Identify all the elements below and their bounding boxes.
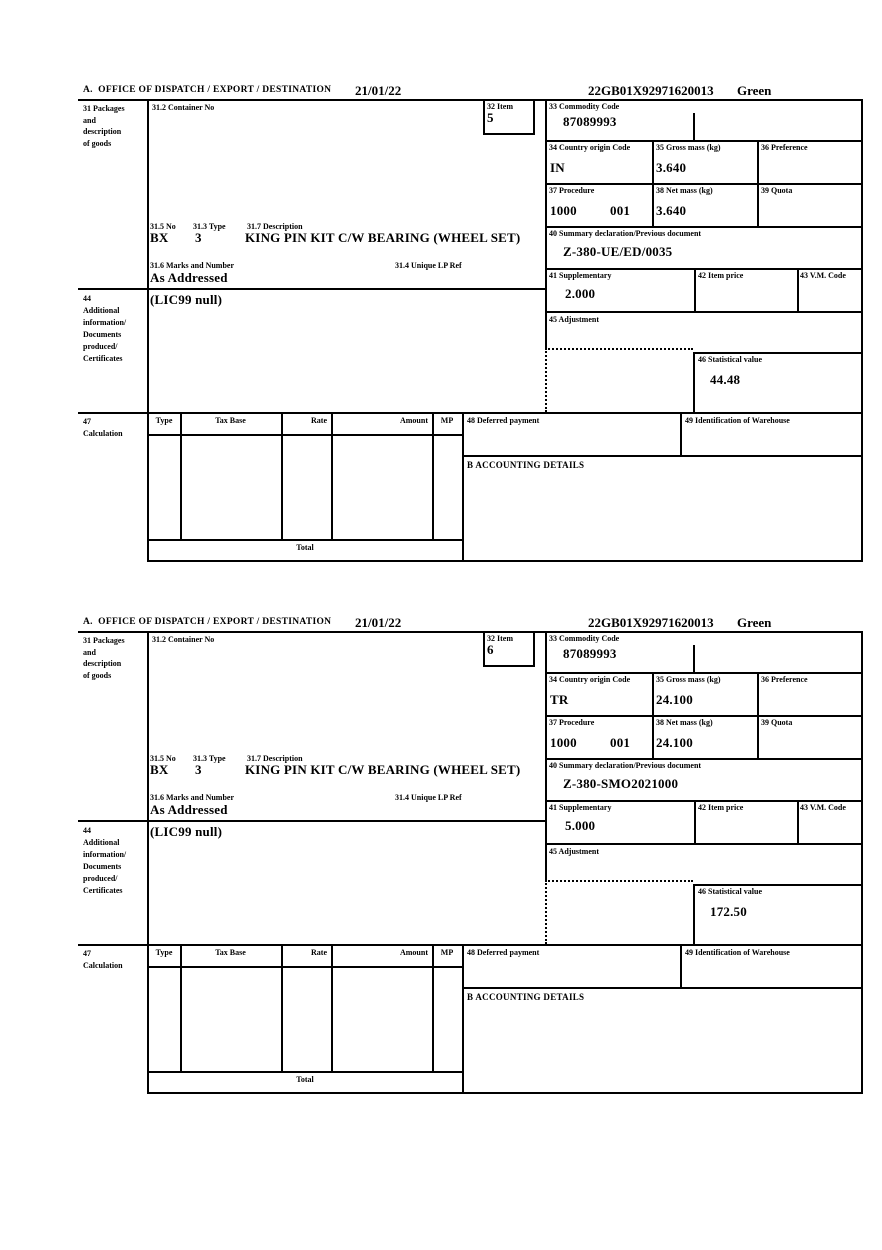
declaration-reference: 22GB01X92971620013 — [588, 615, 714, 630]
previous-document-value: Z-380-SMO2021000 — [563, 776, 679, 791]
declaration-item-section — [78, 615, 863, 1095]
procedure-value: 1000 — [550, 203, 577, 218]
box31-packages-label: 31 Packages and description of goods — [83, 104, 125, 148]
divider — [545, 268, 863, 270]
divider — [147, 631, 149, 1092]
gross-mass-value: 3.640 — [656, 160, 687, 175]
divider — [545, 226, 863, 228]
commodity-code-label: 33 Commodity Code — [549, 102, 620, 111]
divider — [533, 631, 535, 667]
supplementary-value: 5.000 — [565, 818, 596, 833]
divider — [652, 140, 654, 183]
box47-calculation-label: 47 Calculation — [83, 949, 123, 970]
routing-status: Green — [737, 83, 772, 98]
divider — [78, 631, 863, 633]
pkg-no-value: BX — [150, 230, 169, 245]
gross-mass-label: 35 Gross mass (kg) — [656, 675, 721, 684]
box31-packages-label: 31 Packages and description of goods — [83, 636, 125, 680]
deferred-payment-label: 48 Deferred payment — [467, 948, 540, 957]
declaration-date: 21/01/22 — [355, 83, 402, 98]
commodity-code-value: 87089993 — [563, 646, 617, 661]
container-no-label: 31.2 Container No — [152, 103, 215, 112]
supplementary-label: 41 Supplementary — [549, 271, 612, 280]
net-mass-value: 3.640 — [656, 203, 687, 218]
additional-info-value: (LIC99 null) — [150, 824, 223, 839]
divider — [694, 268, 696, 311]
total-label: Total — [296, 543, 314, 552]
procedure-value: 1000 — [550, 735, 577, 750]
divider — [432, 412, 434, 539]
divider — [281, 944, 283, 1071]
pkg-no-value: BX — [150, 762, 169, 777]
dotted-divider — [545, 348, 547, 412]
divider — [331, 412, 333, 539]
divider — [462, 412, 464, 560]
item-price-label: 42 Item price — [698, 803, 744, 812]
divider — [78, 99, 863, 101]
warehouse-label: 49 Identification of Warehouse — [685, 948, 790, 957]
country-origin-label: 34 Country origin Code — [549, 675, 631, 684]
marks-value: As Addressed — [150, 270, 228, 285]
col-header-tax-base: Tax Base — [215, 948, 246, 957]
office-of-dispatch-label: A. OFFICE OF DISPATCH / EXPORT / DESTINATION — [83, 617, 332, 627]
divider — [545, 140, 863, 142]
divider — [180, 412, 182, 539]
container-no-label: 31.2 Container No — [152, 635, 215, 644]
box44-additional-label: 44 Additional information/ Documents produced/ Certificates — [83, 826, 127, 895]
preference-label: 36 Preference — [761, 143, 808, 152]
net-mass-label: 38 Net mass (kg) — [656, 718, 713, 727]
divider — [757, 672, 759, 715]
description-label: 31.7 Description — [247, 754, 303, 763]
gross-mass-label: 35 Gross mass (kg) — [656, 143, 721, 152]
item-number: 5 — [487, 110, 494, 125]
divider — [147, 560, 863, 562]
declaration-item-section — [78, 83, 863, 563]
col-header-mp: MP — [440, 416, 454, 425]
deferred-payment-label: 48 Deferred payment — [467, 416, 540, 425]
divider — [147, 1092, 863, 1094]
divider — [78, 944, 863, 946]
supplementary-label: 41 Supplementary — [549, 803, 612, 812]
dotted-divider — [545, 348, 693, 350]
adjustment-label: 45 Adjustment — [549, 315, 600, 324]
divider — [757, 715, 759, 758]
divider — [693, 884, 695, 944]
divider — [78, 820, 547, 822]
divider — [545, 843, 863, 845]
divider — [462, 987, 863, 989]
pkg-no-label: 31.5 No — [150, 754, 176, 763]
divider — [432, 944, 434, 1071]
divider — [281, 412, 283, 539]
routing-status: Green — [737, 615, 772, 630]
net-mass-value: 24.100 — [656, 735, 693, 750]
pkg-type-value: 3 — [195, 230, 202, 245]
statistical-value-label: 46 Statistical value — [698, 887, 762, 896]
col-header-mp: MP — [440, 948, 454, 957]
box44-additional-label: 44 Additional information/ Documents produced/ Certificates — [83, 294, 127, 363]
divider — [757, 183, 759, 226]
supplementary-value: 2.000 — [565, 286, 596, 301]
divider — [680, 944, 682, 987]
divider — [483, 99, 485, 135]
divider — [693, 352, 861, 354]
marks-label: 31.6 Marks and Number — [150, 793, 235, 802]
col-header-tax-base: Tax Base — [215, 416, 246, 425]
pkg-type-label: 31.3 Type — [193, 754, 226, 763]
accounting-details-label: B ACCOUNTING DETAILS — [467, 460, 585, 470]
vm-code-label: 43 V.M. Code — [800, 803, 846, 812]
item-label: 32 Item — [487, 634, 513, 643]
divider — [148, 966, 462, 968]
divider — [331, 944, 333, 1071]
divider — [147, 99, 149, 560]
previous-document-value: Z-380-UE/ED/0035 — [563, 244, 673, 259]
description-label: 31.7 Description — [247, 222, 303, 231]
commodity-code-label: 33 Commodity Code — [549, 634, 620, 643]
goods-description: KING PIN KIT C/W BEARING (WHEEL SET) — [245, 762, 521, 777]
divider — [693, 113, 695, 140]
divider — [545, 758, 863, 760]
country-origin-value: IN — [550, 160, 565, 175]
goods-description: KING PIN KIT C/W BEARING (WHEEL SET) — [245, 230, 521, 245]
divider — [680, 412, 682, 455]
divider — [483, 665, 535, 667]
box47-calculation-label: 47 Calculation — [83, 417, 123, 438]
divider — [148, 1071, 462, 1073]
procedure-label: 37 Procedure — [549, 186, 595, 195]
country-origin-value: TR — [550, 692, 569, 707]
item-number: 6 — [487, 642, 494, 657]
statistical-value: 44.48 — [710, 372, 741, 387]
divider — [797, 268, 799, 311]
col-header-rate: Rate — [311, 948, 327, 957]
divider — [533, 99, 535, 135]
divider — [462, 944, 464, 1092]
divider — [545, 715, 863, 717]
col-header-amount: Amount — [399, 948, 428, 957]
country-origin-label: 34 Country origin Code — [549, 143, 631, 152]
adjustment-label: 45 Adjustment — [549, 847, 600, 856]
net-mass-label: 38 Net mass (kg) — [656, 186, 713, 195]
vm-code-label: 43 V.M. Code — [800, 271, 846, 280]
procedure-value-2: 001 — [610, 735, 631, 750]
gross-mass-value: 24.100 — [656, 692, 693, 707]
divider — [694, 800, 696, 843]
total-label: Total — [296, 1075, 314, 1084]
col-header-type: Type — [155, 416, 173, 425]
divider — [148, 539, 462, 541]
marks-label: 31.6 Marks and Number — [150, 261, 235, 270]
divider — [462, 455, 863, 457]
procedure-label: 37 Procedure — [549, 718, 595, 727]
divider — [861, 99, 863, 562]
divider — [652, 715, 654, 758]
divider — [545, 672, 863, 674]
additional-info-value: (LIC99 null) — [150, 292, 223, 307]
declaration-date: 21/01/22 — [355, 615, 402, 630]
commodity-code-value: 87089993 — [563, 114, 617, 129]
divider — [545, 800, 863, 802]
divider — [693, 352, 695, 412]
lp-ref-label: 31.4 Unique LP Ref — [395, 793, 462, 802]
col-header-rate: Rate — [311, 416, 327, 425]
divider — [652, 672, 654, 715]
pkg-no-label: 31.5 No — [150, 222, 176, 231]
statistical-value-label: 46 Statistical value — [698, 355, 762, 364]
marks-value: As Addressed — [150, 802, 228, 817]
divider — [652, 183, 654, 226]
summary-declaration-label: 40 Summary declaration/Previous document — [549, 229, 702, 238]
divider — [78, 412, 863, 414]
col-header-amount: Amount — [399, 416, 428, 425]
divider — [78, 288, 547, 290]
dotted-divider — [545, 880, 547, 944]
preference-label: 36 Preference — [761, 675, 808, 684]
divider — [483, 631, 485, 667]
lp-ref-label: 31.4 Unique LP Ref — [395, 261, 462, 270]
quota-label: 39 Quota — [761, 718, 793, 727]
divider — [545, 183, 863, 185]
accounting-details-label: B ACCOUNTING DETAILS — [467, 992, 585, 1002]
col-header-type: Type — [155, 948, 173, 957]
dotted-divider — [545, 880, 693, 882]
divider — [545, 311, 863, 313]
procedure-value-2: 001 — [610, 203, 631, 218]
divider — [693, 884, 861, 886]
item-price-label: 42 Item price — [698, 271, 744, 280]
pkg-type-label: 31.3 Type — [193, 222, 226, 231]
divider — [693, 645, 695, 672]
office-of-dispatch-label: A. OFFICE OF DISPATCH / EXPORT / DESTINATION — [83, 85, 332, 95]
divider — [797, 800, 799, 843]
divider — [757, 140, 759, 183]
divider — [148, 434, 462, 436]
divider — [180, 944, 182, 1071]
quota-label: 39 Quota — [761, 186, 793, 195]
item-label: 32 Item — [487, 102, 513, 111]
summary-declaration-label: 40 Summary declaration/Previous document — [549, 761, 702, 770]
warehouse-label: 49 Identification of Warehouse — [685, 416, 790, 425]
divider — [861, 631, 863, 1094]
statistical-value: 172.50 — [710, 904, 747, 919]
declaration-reference: 22GB01X92971620013 — [588, 83, 714, 98]
divider — [483, 133, 535, 135]
pkg-type-value: 3 — [195, 762, 202, 777]
